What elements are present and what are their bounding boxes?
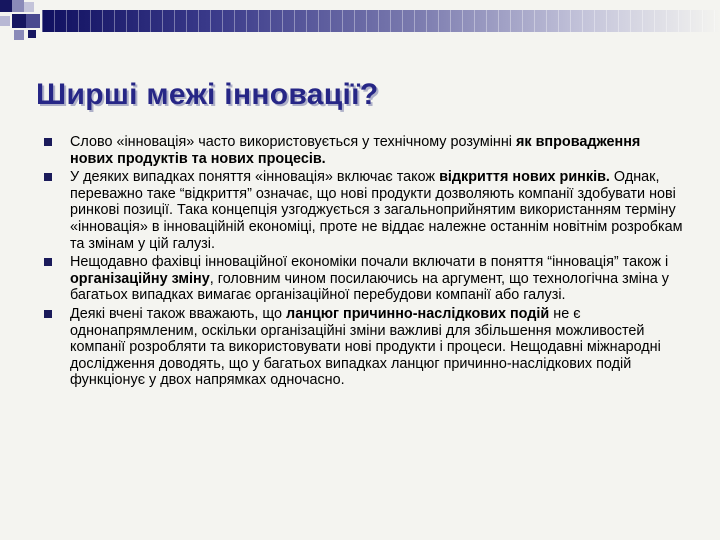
deco-square [0, 16, 10, 26]
bold-text: ланцюг причинно-наслідкових подій [286, 305, 550, 322]
deco-square [12, 14, 26, 28]
header-gradient-lines [42, 10, 720, 32]
deco-square [28, 30, 36, 38]
bold-text: відкриття нових ринків. [439, 169, 610, 186]
deco-square [0, 0, 12, 12]
text: не є однонапрямленим, оскільки організаційні зміни важливі для збільшення можливостей компанії розробляти та використовувати нові продукти і процеси. Нещодавні міжнародні дослідження доводять, що у багатьох випадках ланцюг причинно-наслідкових подій функціонує у двох напрямках одночасно. [70, 305, 661, 389]
square-bullet-icon [44, 310, 52, 318]
bold-text: організаційну зміну [70, 270, 210, 287]
text: Однак, переважно таке “відкриття” означає, що нові продукти дозволяють компанії здобувати нові ринкові позиції. Така концепція узгоджується з загальноприйнятим використанням терміну «інновація» в інноваційній економіці, проте не віддає належне останнім новітнім розробкам та змінам у цій галузі. [70, 169, 683, 252]
deco-square [12, 0, 24, 12]
deco-square [24, 2, 34, 12]
deco-square [14, 30, 24, 40]
bullet-item [44, 169, 686, 252]
text: Деякі вчені також вважають, що [70, 305, 287, 322]
bullet-item [44, 254, 686, 304]
square-bullet-icon [44, 258, 52, 266]
bullet-item [44, 306, 686, 389]
header-decoration [0, 0, 720, 50]
square-bullet-icon [44, 173, 52, 181]
square-bullet-icon [44, 138, 52, 146]
text: Слово «інновація» часто використовується у технічному розумінні [70, 134, 516, 150]
slide-title: Ширші межі інновації? [36, 78, 379, 111]
text: У деяких випадках поняття «інновація» включає також [70, 169, 440, 186]
bullet-item [44, 134, 686, 167]
text: Нещодавно фахівці інноваційної економіки почали включати в поняття “інновація” також і [70, 254, 669, 271]
deco-square [26, 14, 40, 28]
bullet-list [44, 134, 686, 391]
text: , головним чином посилаючись на аргумент, що технологічна зміна у багатьох випадках вимагає організаційної перебудови компанії або галузі. [70, 270, 669, 304]
bold-text: як впровадження нових продуктів та нових процесів. [70, 134, 641, 167]
